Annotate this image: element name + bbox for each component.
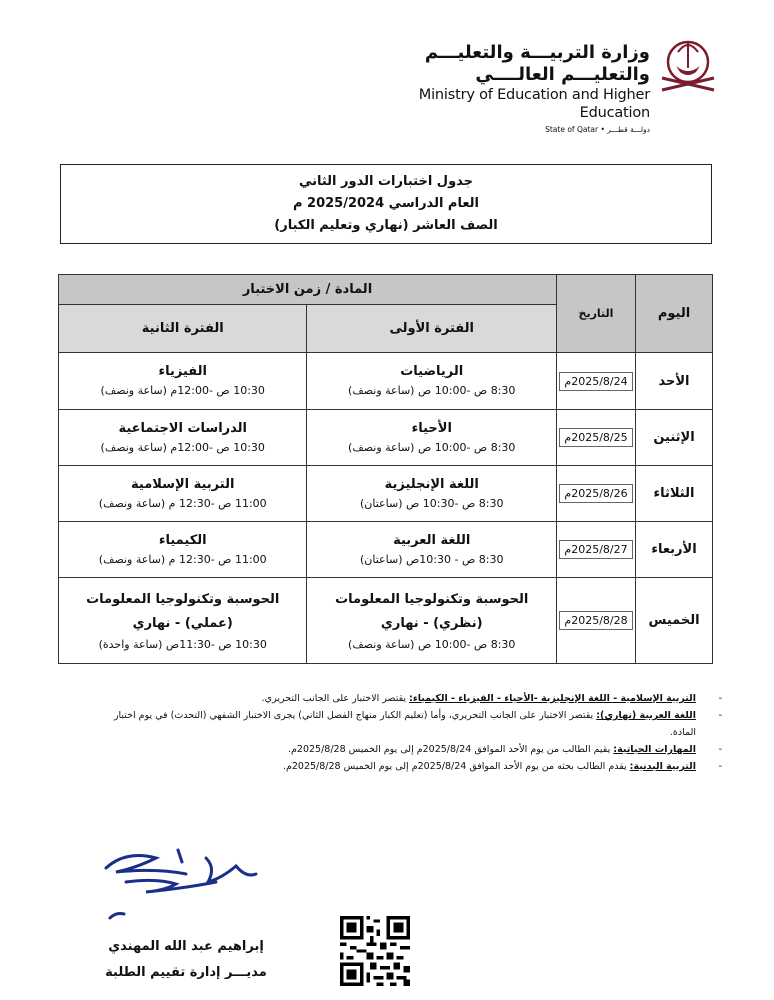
exam-schedule-table bbox=[58, 274, 713, 664]
ministry-logo-block bbox=[390, 28, 720, 134]
row-day: الإثنين bbox=[636, 410, 713, 466]
ministry-name-english: Ministry of Education and Higher Education bbox=[418, 87, 650, 121]
first-period-cell bbox=[307, 578, 557, 664]
note-item bbox=[96, 707, 696, 741]
second-period-cell bbox=[59, 522, 307, 578]
exam-time: 11:00 ص -12:30 م (ساعة ونصف) bbox=[98, 496, 267, 510]
qr-code-icon bbox=[340, 916, 410, 986]
date-value: 2025/8/24م bbox=[559, 372, 632, 391]
header-second-period: الفترة الثانية bbox=[59, 305, 307, 353]
table-row bbox=[59, 410, 713, 466]
note-item bbox=[96, 690, 696, 707]
signer-name: إبراهيم عبد الله المهندي bbox=[108, 939, 264, 954]
subject-name: الحوسبة وتكنولوجيا المعلومات (نظري) - نهاري bbox=[335, 591, 529, 631]
title-line-1: جدول اختبارات الدور الثاني bbox=[298, 174, 474, 189]
second-period-cell bbox=[59, 578, 307, 664]
subject-name: الكيمياء bbox=[158, 532, 207, 548]
note-label: المهارات الحياتية: bbox=[613, 744, 696, 755]
second-period-cell bbox=[59, 410, 307, 466]
subject-name: الحوسبة وتكنولوجيا المعلومات (عملي) - نهاري bbox=[86, 591, 280, 631]
second-period-cell bbox=[59, 466, 307, 522]
ministry-name bbox=[390, 28, 650, 136]
row-day: الأربعاء bbox=[636, 522, 713, 578]
row-date bbox=[557, 466, 636, 522]
ministry-name-arabic: وزارة التربيـــة والتعليـــم والتعليـــم العالــــي bbox=[424, 42, 650, 85]
notes-list bbox=[96, 690, 696, 775]
subject-name: التربية الإسلامية bbox=[131, 476, 235, 492]
row-day: الخميس bbox=[636, 578, 713, 664]
date-value: 2025/8/25م bbox=[559, 428, 632, 447]
exam-time: 8:30 ص - 10:30ص (ساعتان) bbox=[360, 552, 504, 566]
note-text: يقيم الطالب من يوم الأحد الموافق 2025/8/24م إلى يوم الخميس 2025/8/28م. bbox=[288, 744, 614, 755]
qatar-emblem-icon bbox=[656, 28, 720, 100]
signer-block bbox=[96, 934, 276, 986]
title-line-2: العام الدراسي 2025/2024 م bbox=[292, 196, 480, 211]
state-of-qatar-line: State of Qatar • دولـــة قطـــر bbox=[545, 125, 650, 134]
header-day: اليوم bbox=[636, 275, 713, 353]
row-day: الأحد bbox=[636, 353, 713, 410]
table-row bbox=[59, 466, 713, 522]
first-period-cell bbox=[307, 522, 557, 578]
exam-time: 8:30 ص -10:00 ص (ساعة ونصف) bbox=[348, 637, 516, 651]
row-day: الثلاثاء bbox=[636, 466, 713, 522]
note-label: التربية الإسلامية - اللغة الإنجليزية -الأحياء - الفيزياء - الكيمياء: bbox=[409, 693, 696, 704]
note-text: يقتصر الاختبار على الجانب التحريري. bbox=[261, 693, 410, 704]
date-value: 2025/8/28م bbox=[559, 611, 632, 630]
header-first-period: الفترة الأولى bbox=[307, 305, 557, 353]
signer-title: مديـــر إدارة تقييم الطلبة bbox=[105, 965, 267, 980]
second-period-cell bbox=[59, 353, 307, 410]
exam-time: 8:30 ص -10:30 ص (ساعتان) bbox=[360, 496, 504, 510]
subject-name: الأحياء bbox=[411, 420, 452, 436]
table-row bbox=[59, 578, 713, 664]
date-value: 2025/8/26م bbox=[559, 484, 632, 503]
row-date bbox=[557, 410, 636, 466]
header-date: التاريخ bbox=[557, 275, 636, 353]
exam-time: 8:30 ص -10:00 ص (ساعة ونصف) bbox=[348, 384, 516, 397]
table-row bbox=[59, 353, 713, 410]
note-text: يقدم الطالب بحثه من يوم الأحد الموافق 2025/8/24م إلى يوم الخميس 2025/8/28م. bbox=[282, 761, 630, 772]
first-period-cell bbox=[307, 410, 557, 466]
row-date bbox=[557, 522, 636, 578]
exam-time: 10:30 ص -11:30ص (ساعة واحدة) bbox=[98, 637, 267, 651]
exam-time: 10:30 ص -12:00م (ساعة ونصف) bbox=[100, 384, 265, 397]
handwritten-signature bbox=[96, 838, 266, 928]
title-line-3: الصف العاشر (نهاري وتعليم الكبار) bbox=[274, 218, 498, 233]
note-label: اللغة العربية (نهاري): bbox=[596, 710, 696, 721]
first-period-cell bbox=[307, 466, 557, 522]
note-text: يقتصر الاختبار على الجانب التحريري، وأما (تعليم الكبار منهاج الفصل الثاني) يجرى الاختبار الشفهي (التحدث) في يوم اختبار المادة. bbox=[113, 710, 696, 738]
header-subject-time: المادة / زمن الاختبار bbox=[59, 275, 557, 305]
note-item bbox=[96, 741, 696, 758]
exam-time: 11:00 ص -12:30 م (ساعة ونصف) bbox=[98, 552, 267, 566]
exam-title-box bbox=[60, 164, 712, 244]
date-value: 2025/8/27م bbox=[559, 540, 632, 559]
subject-name: اللغة الإنجليزية bbox=[384, 476, 479, 492]
subject-name: الرياضيات bbox=[400, 364, 464, 379]
table-row bbox=[59, 522, 713, 578]
subject-name: الدراسات الاجتماعية bbox=[118, 420, 247, 436]
subject-name: اللغة العربية bbox=[393, 532, 471, 548]
row-date bbox=[557, 353, 636, 410]
note-item bbox=[96, 758, 696, 775]
subject-name: الفيزياء bbox=[158, 364, 207, 379]
row-date bbox=[557, 578, 636, 664]
exam-time: 10:30 ص -12:00م (ساعة ونصف) bbox=[100, 440, 265, 454]
note-label: التربية البدنية: bbox=[629, 761, 696, 772]
exam-time: 8:30 ص -10:00 ص (ساعة ونصف) bbox=[348, 440, 516, 454]
first-period-cell bbox=[307, 353, 557, 410]
